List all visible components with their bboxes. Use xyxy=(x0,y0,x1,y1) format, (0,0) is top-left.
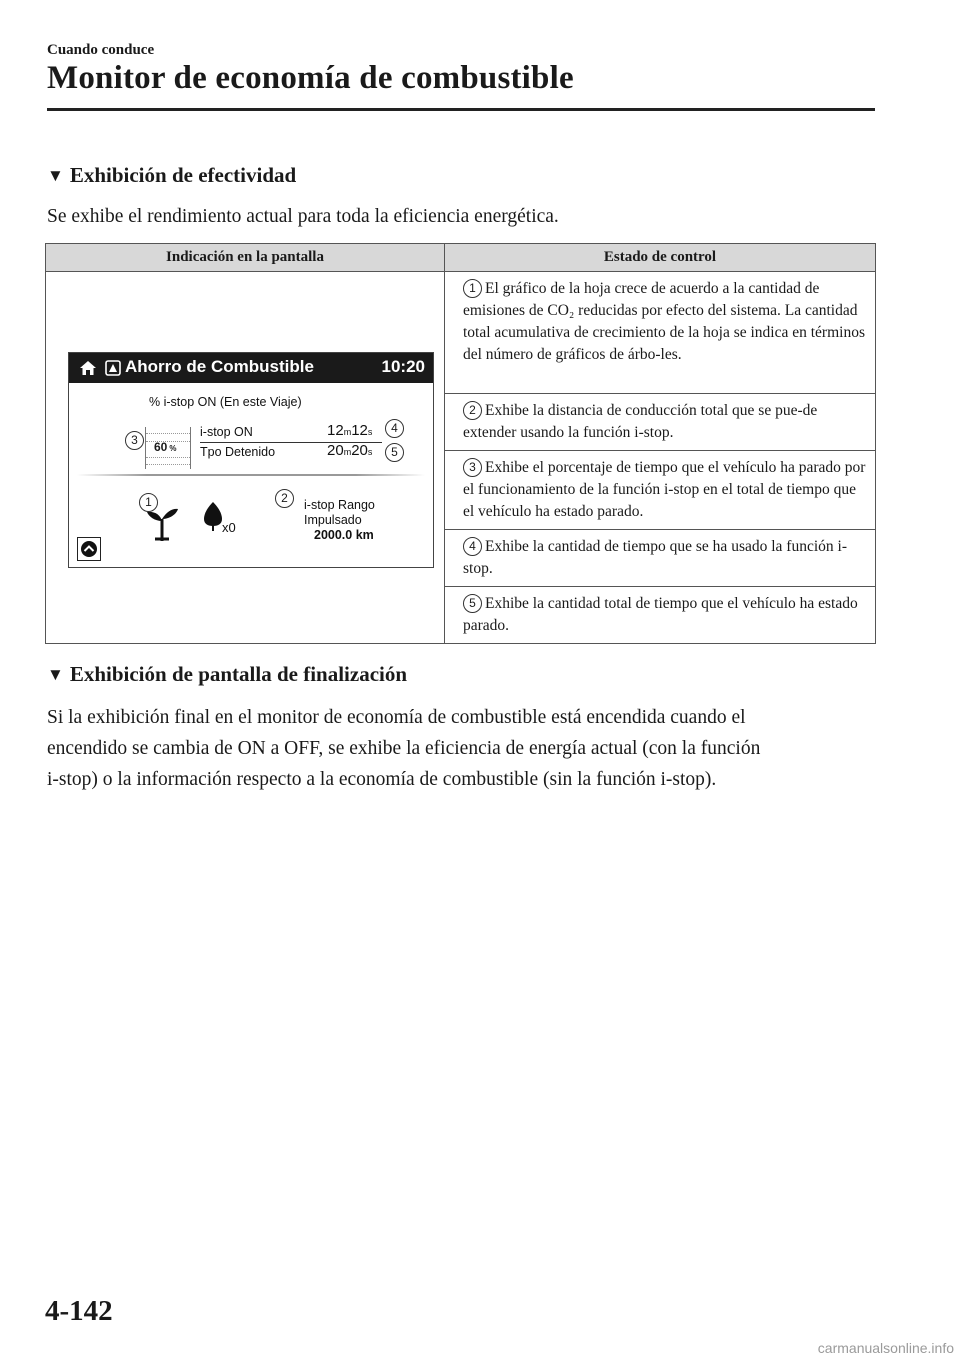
number-badge: 1 xyxy=(463,279,482,298)
page-title: Monitor de economía de combustible xyxy=(47,60,574,96)
callout-3: 3 xyxy=(125,431,144,450)
screen-subtitle: % i-stop ON (En este Viaje) xyxy=(149,395,302,409)
callout-4: 4 xyxy=(385,419,404,438)
table-row xyxy=(445,451,876,530)
istop-on-label: i-stop ON xyxy=(200,425,253,439)
fuel-economy-screen xyxy=(68,352,434,568)
callout-1: 1 xyxy=(139,493,158,512)
home-icon xyxy=(79,359,97,377)
chapter-label: Cuando conduce xyxy=(47,42,155,58)
stopped-time: 20m20s xyxy=(327,442,373,459)
section-heading-final-screen xyxy=(47,662,407,687)
row-text: Exhibe el porcentaje de tiempo que el vehículo ha parado por el funcionamiento de la función i-stop en el total de tiempo que el vehículo ha estado parado. xyxy=(463,459,866,520)
collapse-button[interactable] xyxy=(77,537,101,561)
triangle-down-icon: ▼ xyxy=(47,665,64,684)
range-label-1: i-stop Rango xyxy=(304,498,375,512)
row-text: Exhibe la distancia de conducción total que se pue-de extender usando la función i-stop. xyxy=(463,402,818,441)
table-header-display: Indicación en la pantalla xyxy=(46,244,445,272)
section-divider xyxy=(77,474,425,476)
gauge-unit: % xyxy=(169,444,177,453)
section-heading-effectiveness xyxy=(47,163,296,188)
row-text: Exhibe la cantidad de tiempo que se ha usado la función i-stop. xyxy=(463,538,847,577)
triangle-down-icon: ▼ xyxy=(47,166,64,185)
table-row xyxy=(445,394,876,451)
app-icon xyxy=(105,360,121,376)
watermark: carmanualsonline.info xyxy=(817,1340,954,1356)
table-header-status: Estado de control xyxy=(445,244,876,272)
number-badge: 4 xyxy=(463,537,482,556)
screen-title: Ahorro de Combustible xyxy=(125,357,314,376)
stopped-label: Tpo Detenido xyxy=(200,445,276,459)
section-intro: Se exhibe el rendimiento actual para toda la eficiencia energética. xyxy=(47,206,559,227)
range-label-2: Impulsado xyxy=(304,513,362,527)
row-text: El gráfico de la hoja crece de acuerdo a la cantidad de emisiones de CO₂ reducidas por efecto del sistema. La cantidad total acumulativa de crecimiento de la hoja se indica en términos del número de gráficos de árbo-les. xyxy=(463,280,865,363)
tree-count: x0 xyxy=(222,520,236,535)
istop-percent-gauge xyxy=(145,427,191,469)
section2-line-3: i-stop) o la información respecto a la economía de combustible (sin la función i-stop). xyxy=(47,769,717,790)
range-value: 2000.0 km xyxy=(314,528,374,542)
number-badge: 5 xyxy=(463,594,482,613)
page-number: 4-142 xyxy=(45,1295,113,1327)
row-text: Exhibe la cantidad total de tiempo que el vehículo ha estado parado. xyxy=(463,595,858,634)
table-row xyxy=(445,587,876,644)
number-badge: 2 xyxy=(463,401,482,420)
chevron-up-icon xyxy=(78,538,100,560)
table-row xyxy=(445,272,876,394)
section2-line-1: Si la exhibición final en el monitor de economía de combustible está encendida cuando el xyxy=(47,707,746,728)
number-badge: 3 xyxy=(463,458,482,477)
callout-2: 2 xyxy=(275,489,294,508)
screen-clock: 10:20 xyxy=(381,357,425,376)
section-heading-text: Exhibición de efectividad xyxy=(69,163,297,187)
gauge-value: 60 xyxy=(154,440,168,454)
section2-line-2: encendido se cambia de ON a OFF, se exhibe la eficiencia de energía actual (con la función xyxy=(47,738,761,759)
screen-header xyxy=(69,353,433,383)
section-heading-text: Exhibición de pantalla de finalización xyxy=(69,662,408,686)
table-row xyxy=(445,530,876,587)
tree-icon xyxy=(203,501,223,531)
title-rule xyxy=(47,108,875,111)
callout-5: 5 xyxy=(385,443,404,462)
istop-on-time: 12m12s xyxy=(327,422,373,439)
